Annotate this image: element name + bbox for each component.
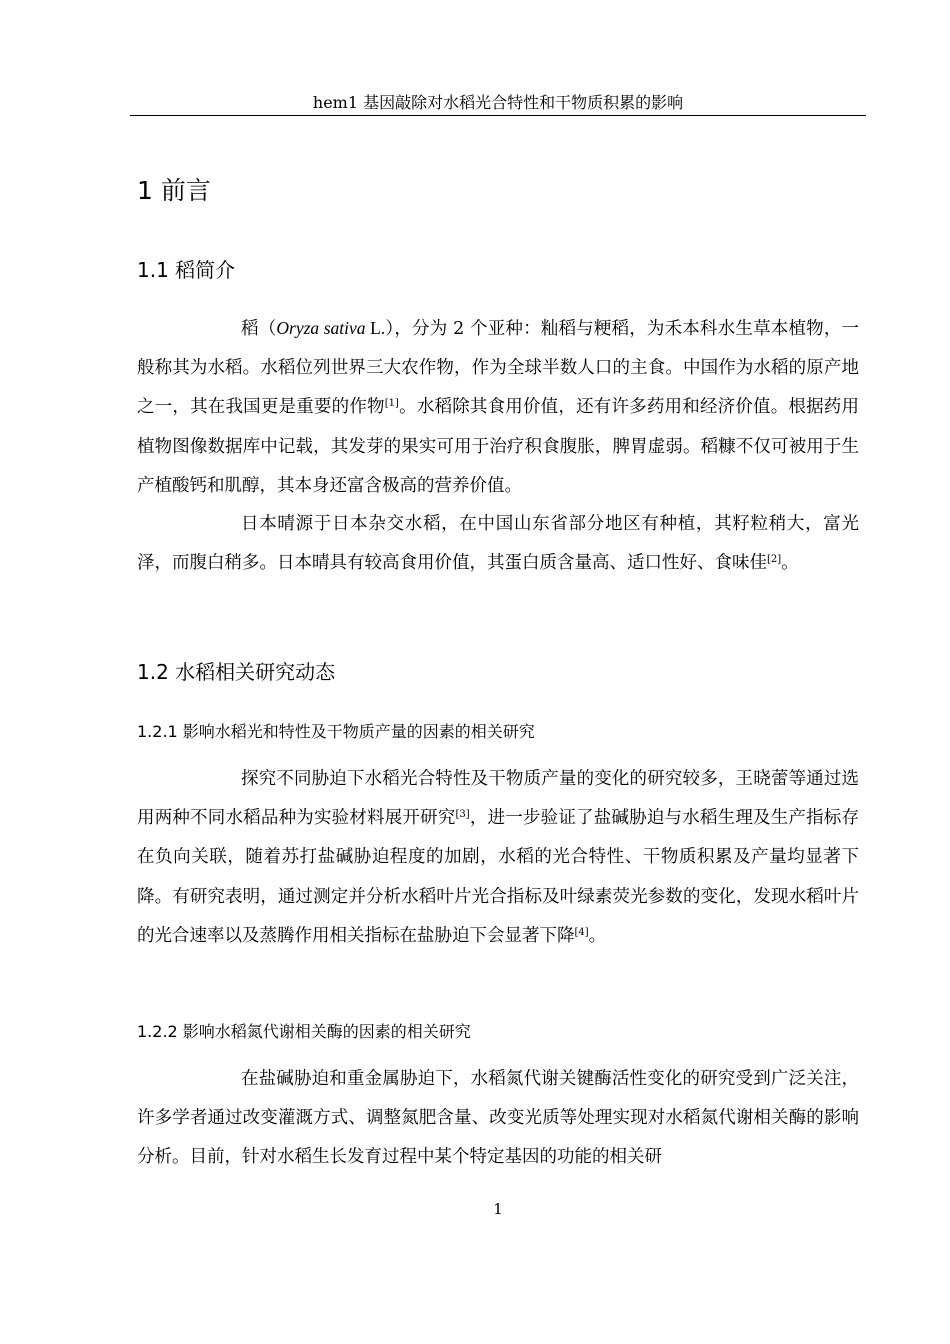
text-run: 。 [781, 553, 799, 574]
section-1-title: 1 前言 [137, 176, 211, 205]
text-run: ），分为 2 个亚种：籼稻与粳稻，为禾本科水生草本植物，一般称其为水稻。水稻位列世界三大农作物，作为全球半数人口的主食。中国作为水稻的原产地之一，其在我国更是重要的作物 [137, 319, 860, 418]
section-1-2-2-title: 1.2.2 影响水稻氮代谢相关酶的因素的相关研究 [137, 1022, 471, 1041]
citation-ref: [1] [384, 398, 399, 410]
paragraph-nipponbare [137, 505, 859, 583]
page-number: 1 [493, 1200, 503, 1218]
citation-ref: [3] [455, 809, 470, 821]
text-run: 。 [588, 925, 607, 946]
scientific-name: Oryza sativa [276, 318, 366, 338]
section-1-2-title: 1.2 水稻相关研究动态 [137, 660, 336, 684]
text-run: ，进一步验证了盐碱胁迫与水稻生理及生产指标存在负向关联，随着苏打盐碱胁迫程度的加剧，水稻的光合特性、干物质积累及产量均显著下降。有研究表明，通过测定并分析水稻叶片光合指标及叶绿素荧光参数的变化，发现水稻叶片的光合速率以及蒸腾作用相关指标在盐胁迫下会显著下降 [137, 808, 860, 946]
section-1-2-1-title: 1.2.1 影响水稻光和特性及干物质产量的因素的相关研究 [137, 722, 535, 741]
running-header: hem1 基因敲除对水稻光合特性和干物质积累的影响 [312, 93, 684, 112]
author-abbrev: L. [365, 318, 386, 338]
text-run: 稻（ [241, 319, 277, 339]
paragraph-photosynthesis-research [137, 760, 859, 956]
header-rule [130, 115, 866, 116]
citation-ref: [2] [767, 554, 782, 566]
text-run: 探究不同胁迫下水稻光合特性及干物质产量的变化的研究较多，王晓蕾等通过选用两种不同水稻品种为实验材料展开研究 [137, 769, 859, 829]
paragraph-rice-intro [137, 309, 859, 506]
paragraph-nitrogen-research: 在盐碱胁迫和重金属胁迫下，水稻氮代谢关键酶活性变化的研究受到广泛关注，许多学者通过改变灌溉方式、调整氮肥含量、改变光质等处理实现对水稻氮代谢相关酶的影响分析。目前，针对水稻生长发育过程中某个特定基因的功能的相关研 [137, 1069, 859, 1168]
citation-ref: [4] [574, 926, 589, 938]
text-run: 日本晴源于日本杂交水稻，在中国山东省部分地区有种植，其籽粒稍大，富光泽，而腹白稍多。日本晴具有较高食用价值，其蛋白质含量高、适口性好、食味佳 [137, 514, 859, 574]
text-run: 。水稻除其食用价值，还有许多药用和经济价值。根据药用植物图像数据库中记载，其发芽的果实可用于治疗积食腹胀，脾胃虚弱。稻糠不仅可被用于生产植酸钙和肌醇，其本身还富含极高的营养价值。 [137, 397, 860, 496]
section-1-1-title: 1.1 稻简介 [137, 258, 236, 282]
